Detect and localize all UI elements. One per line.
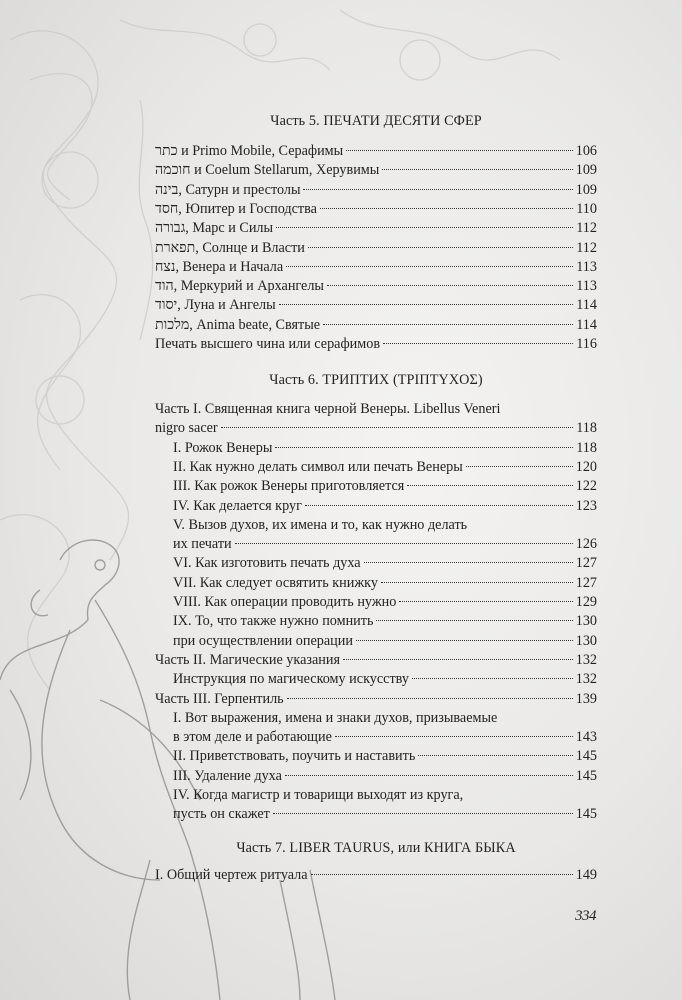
dot-leader — [323, 324, 573, 325]
toc-entry[interactable] — [155, 219, 597, 238]
toc-entry-title: III. Удаление духа — [173, 767, 282, 784]
toc-entry[interactable] — [155, 161, 597, 180]
toc-page-number: 145 — [575, 748, 597, 765]
toc-page-number: 109 — [575, 162, 597, 179]
dot-leader — [466, 466, 573, 467]
toc-entry[interactable] — [155, 181, 597, 200]
dot-leader — [399, 601, 572, 602]
toc-page-number: 116 — [576, 336, 597, 352]
toc-entry[interactable] — [173, 747, 597, 766]
toc-entry[interactable] — [173, 593, 597, 612]
toc-entry-title: их печати — [173, 536, 232, 553]
toc-entry[interactable] — [173, 516, 597, 535]
toc-entry-title: в этом деле и работающие — [173, 729, 332, 746]
toc-page-number: 127 — [575, 574, 597, 591]
dot-leader — [320, 208, 573, 209]
toc-entry[interactable] — [155, 277, 597, 296]
toc-entry-title: nigro sacer — [155, 420, 218, 437]
dot-leader — [412, 678, 573, 679]
toc-entry-title: при осуществлении операции — [173, 632, 353, 649]
toc-entry[interactable] — [155, 142, 597, 161]
toc-entry-title: III. Как рожок Венеры приготовляется — [173, 478, 405, 495]
toc-entry[interactable] — [173, 632, 597, 651]
toc-entry-title: Часть II. Магические указания — [155, 651, 340, 668]
toc-page-number: 113 — [576, 258, 597, 275]
dot-leader — [418, 755, 572, 756]
toc-page-number: 118 — [576, 420, 597, 437]
toc-page-number: 126 — [575, 536, 597, 553]
dot-leader — [343, 659, 573, 660]
dot-leader — [382, 169, 572, 170]
dot-leader — [279, 304, 574, 305]
dot-leader — [221, 427, 574, 428]
toc-entry[interactable] — [155, 258, 597, 277]
toc-page-number: 118 — [576, 439, 597, 456]
toc-entry[interactable] — [173, 458, 597, 477]
toc-page-number: 130 — [575, 632, 597, 649]
dot-leader — [327, 285, 573, 286]
dot-leader — [346, 150, 573, 151]
toc-entry-title: הוד, Меркурий и Архангелы — [155, 278, 324, 295]
toc-entry-title: VI. Как изготовить печать духа — [173, 555, 361, 572]
toc-page-number: 114 — [576, 297, 597, 314]
toc-entry-title: IX. То, что также нужно помнить — [173, 613, 374, 630]
toc-entry-title: I. Рожок Венеры — [173, 439, 273, 456]
toc-entry-title: חסד, Юпитер и Господства — [155, 200, 317, 217]
toc-entry-title: נצח, Венера и Начала — [155, 258, 284, 275]
toc-entry-title: חוכמה и Coelum Stellarum, Херувимы — [155, 162, 380, 179]
toc-entry[interactable] — [173, 670, 597, 689]
dot-leader — [286, 266, 573, 267]
toc-page-number: 130 — [575, 613, 597, 630]
toc-entry[interactable] — [155, 419, 597, 438]
dot-leader — [285, 775, 573, 776]
toc-entry[interactable] — [173, 574, 597, 593]
dot-leader — [276, 227, 573, 228]
toc-entry[interactable] — [155, 866, 597, 885]
dot-leader — [364, 562, 573, 563]
section-title: Часть 6. ТРИПТИХ (ΤΡΙΠΤΥΧΟΣ) — [269, 372, 483, 388]
toc-entry[interactable] — [173, 709, 597, 728]
toc-page-number: 106 — [575, 143, 597, 159]
toc-entry-title: II. Приветствовать, поучить и наставить — [173, 748, 416, 765]
section-title: Часть 5. ПЕЧАТИ ДЕСЯТИ СФЕР — [270, 113, 482, 129]
toc-page-number: 110 — [576, 200, 597, 217]
toc-page-number: 145 — [575, 767, 597, 784]
dot-leader — [273, 813, 573, 814]
toc-page-number: 127 — [575, 555, 597, 572]
toc-entry-title: VIII. Как операции проводить нужно — [173, 594, 397, 610]
toc-page-number: 149 — [575, 867, 597, 883]
page-number: 334 — [575, 908, 596, 924]
toc-entry[interactable] — [173, 554, 597, 573]
toc-entry-title: יסוד, Луна и Ангелы — [155, 297, 276, 314]
dot-leader — [287, 698, 573, 699]
toc-entry[interactable] — [173, 612, 597, 631]
toc-entry[interactable] — [155, 400, 597, 419]
toc-page-number: 129 — [575, 594, 597, 610]
toc-page-number: 112 — [576, 239, 597, 256]
toc-entry[interactable] — [173, 497, 597, 516]
dot-leader — [305, 505, 573, 506]
dot-leader — [311, 874, 573, 875]
toc-entry[interactable] — [173, 439, 597, 458]
toc-entry[interactable] — [173, 477, 597, 496]
toc-page-number: 139 — [575, 690, 597, 707]
toc-entry-title: пусть он скажет — [173, 806, 270, 823]
toc-entry-title: Печать высшего чина или серафимов — [155, 336, 381, 352]
toc-entry-title: תפארת, Солнце и Власти — [155, 239, 305, 256]
toc-page-number: 109 — [575, 181, 597, 198]
dot-leader — [303, 189, 572, 190]
dot-leader — [356, 640, 573, 641]
toc-entry-title: IV. Когда магистр и товарищи выходят из круга, — [173, 787, 464, 803]
section-title: Часть 7. LIBER TAURUS, или КНИГА БЫКА — [236, 840, 516, 856]
dot-leader — [381, 582, 573, 583]
toc-entry[interactable] — [155, 296, 597, 315]
toc-entry[interactable] — [155, 316, 597, 335]
toc-entry-title: כתר и Primo Mobile, Серафимы — [155, 143, 344, 159]
toc-entry-title: Инструкция по магическому искусству — [173, 671, 409, 688]
toc-entry-title: V. Вызов духов, их имена и то, как нужно делать — [173, 516, 468, 533]
toc-page-number: 132 — [575, 651, 597, 668]
toc-entry-title: I. Вот выражения, имена и знаки духов, призываемые — [173, 709, 498, 726]
toc-entry-title: I. Общий чертеж ритуала — [155, 867, 308, 883]
toc-entry-title: גבורה, Марс и Силы — [155, 220, 274, 237]
dot-leader — [275, 447, 573, 448]
toc-entry[interactable] — [155, 200, 597, 219]
dot-leader — [383, 343, 573, 344]
toc-page-number: 112 — [576, 220, 597, 237]
toc-entry-title: בינה, Сатурн и престолы — [155, 181, 301, 198]
toc-entry[interactable] — [173, 728, 597, 747]
toc-entry[interactable] — [173, 805, 597, 824]
toc-page-number: 123 — [575, 497, 597, 514]
toc-entry[interactable] — [155, 335, 597, 354]
toc-entry[interactable] — [155, 690, 597, 709]
toc-entry[interactable] — [173, 786, 597, 805]
toc-entry-title: Часть I. Священная книга черной Венеры. Libellus Veneri — [155, 401, 501, 417]
toc-entry-title: מלכות, Anima beate, Святые — [155, 316, 321, 333]
dot-leader — [376, 620, 572, 621]
toc-entry-title: VII. Как следует освятить книжку — [173, 574, 378, 591]
dot-leader — [407, 485, 572, 486]
toc-page-number: 143 — [575, 729, 597, 746]
toc-page-number: 122 — [575, 478, 597, 495]
toc-entry-title: IV. Как делается круг — [173, 497, 302, 514]
toc-entry[interactable] — [155, 651, 597, 670]
toc-page-number: 114 — [576, 316, 597, 333]
toc-entry[interactable] — [173, 767, 597, 786]
dot-leader — [235, 543, 573, 544]
toc-page-number: 120 — [575, 458, 597, 475]
toc-page-number: 113 — [576, 278, 597, 295]
toc-entry-title: II. Как нужно делать символ или печать Венеры — [173, 458, 463, 475]
toc-page-number: 145 — [575, 806, 597, 823]
toc-entry[interactable] — [155, 239, 597, 258]
toc-entry[interactable] — [173, 535, 597, 554]
dot-leader — [335, 736, 573, 737]
toc-entry-title: Часть III. Герпентиль — [155, 690, 284, 707]
dot-leader — [308, 247, 573, 248]
toc-page-number: 132 — [575, 671, 597, 688]
